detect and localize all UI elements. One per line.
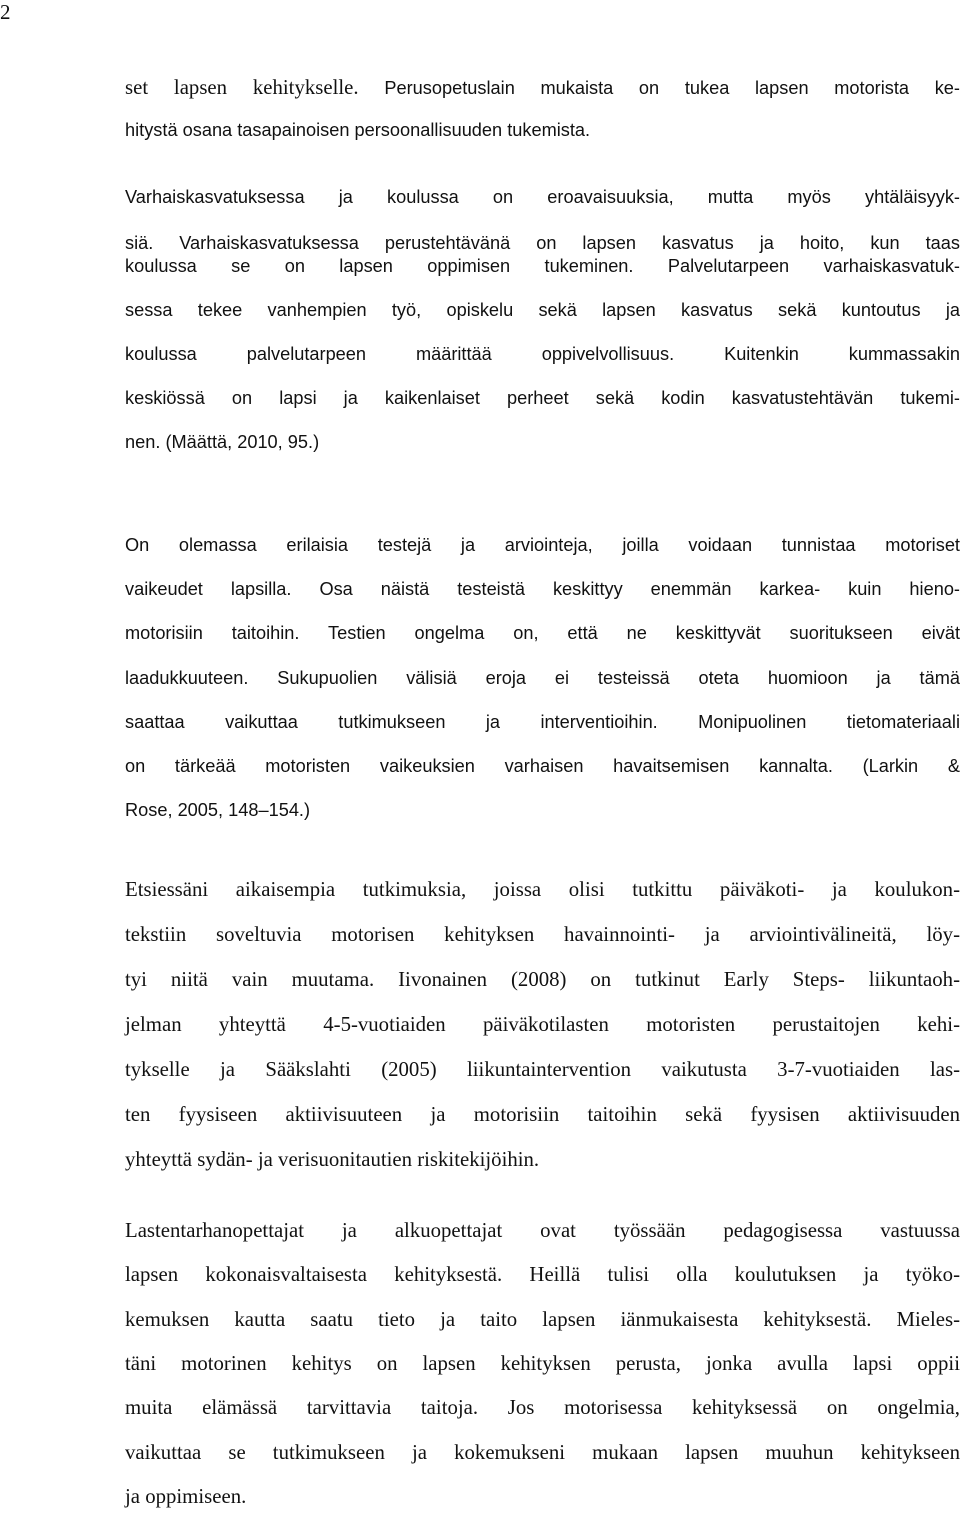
- text-line: sessa tekee vanhempien työ, opiskelu sekä lapsen kasvatus sekä kuntoutus ja: [125, 300, 960, 320]
- text-line: vaikuttaa se tutkimukseen ja kokemukseni mukaan lapsen muuhun kehitykseen: [125, 1441, 960, 1464]
- text-line: vaikeudet lapsilla. Osa näistä testeistä keskittyy enemmän karkea- kuin hieno-: [125, 579, 960, 599]
- text-line: Rose, 2005, 148–154.): [125, 800, 311, 820]
- text-line: yhteyttä sydän- ja verisuonitautien riskitekijöihin.: [125, 1148, 540, 1171]
- text-line: nen. (Määttä, 2010, 95.): [125, 432, 320, 452]
- text-line: Etsiessäni aikaisempia tutkimuksia, joissa olisi tutkittu päiväkoti- ja koulukon-: [125, 878, 960, 901]
- text-line: hitystä osana tasapainoisen persoonallisuuden tukemista.: [125, 120, 591, 140]
- text-line: laadukkuuteen. Sukupuolien välisiä eroja ei testeissä oteta huomioon ja tämä: [125, 668, 960, 688]
- text-line: Lastentarhanopettajat ja alkuopettajat ovat työssään pedagogisessa vastuussa: [125, 1219, 960, 1242]
- text-line: ten fyysiseen aktiivisuuteen ja motorisiin taitoihin sekä fyysisen aktiivisuuden: [125, 1103, 960, 1126]
- text-line: [125, 76, 960, 100]
- text-line: On olemassa erilaisia testejä ja arviointeja, joilla voidaan tunnistaa motoriset: [125, 535, 960, 555]
- text-line: lapsen kokonaisvaltaisesta kehityksestä. Heillä tulisi olla koulutuksen ja työko-: [125, 1263, 960, 1286]
- text-line: tyi niitä vain muutama. Iivonainen (2008) on tutkinut Early Steps- liikuntaoh-: [125, 968, 960, 991]
- page-number: 2: [0, 0, 11, 24]
- text-line: muita elämässä tarvittavia taitoja. Jos motorisessa kehityksessä on ongelmia,: [125, 1396, 960, 1419]
- text-line: Varhaiskasvatuksessa ja koulussa on eroavaisuuksia, mutta myös yhtäläisyyk-: [125, 187, 960, 207]
- text-line: kemuksen kautta saatu tieto ja taito lapsen iänmukaisesta kehityksestä. Mieles-: [125, 1308, 960, 1331]
- text-line: on tärkeää motoristen vaikeuksien varhaisen havaitsemisen kannalta. (Larkin &: [125, 756, 960, 776]
- text-line: tekstiin soveltuvia motorisen kehityksen havainnointi- ja arviointivälineitä, löy-: [125, 923, 960, 946]
- text-line: koulussa palvelutarpeen määrittää oppivelvollisuus. Kuitenkin kummassakin: [125, 344, 960, 364]
- text-line: siä. Varhaiskasvatuksessa perustehtävänä on lapsen kasvatus ja hoito, kun taas: [125, 233, 960, 253]
- text-run-serif: set lapsen kehitykselle.: [125, 76, 385, 99]
- text-line: jelman yhteyttä 4-5-vuotiaiden päiväkotilasten motoristen perustaitojen kehi-: [125, 1013, 960, 1036]
- text-line: motorisiin taitoihin. Testien ongelma on, että ne keskittyvät suoritukseen eivät: [125, 623, 960, 643]
- text-line: ja oppimiseen.: [125, 1485, 247, 1508]
- text-run-sans: Perusopetuslain mukaista on tukea lapsen motorista ke-: [384, 78, 960, 98]
- text-line: keskiössä on lapsi ja kaikenlaiset perheet sekä kodin kasvatustehtävän tukemi-: [125, 388, 960, 408]
- text-line: koulussa se on lapsen oppimisen tukeminen. Palvelutarpeen varhaiskasvatuk-: [125, 256, 960, 276]
- text-line: tykselle ja Sääkslahti (2005) liikuntaintervention vaikutusta 3-7-vuotiaiden las-: [125, 1058, 960, 1081]
- text-line: täni motorinen kehitys on lapsen kehityksen perusta, jonka avulla lapsi oppii: [125, 1352, 960, 1375]
- text-line: saattaa vaikuttaa tutkimukseen ja interventioihin. Monipuolinen tietomateriaali: [125, 712, 960, 732]
